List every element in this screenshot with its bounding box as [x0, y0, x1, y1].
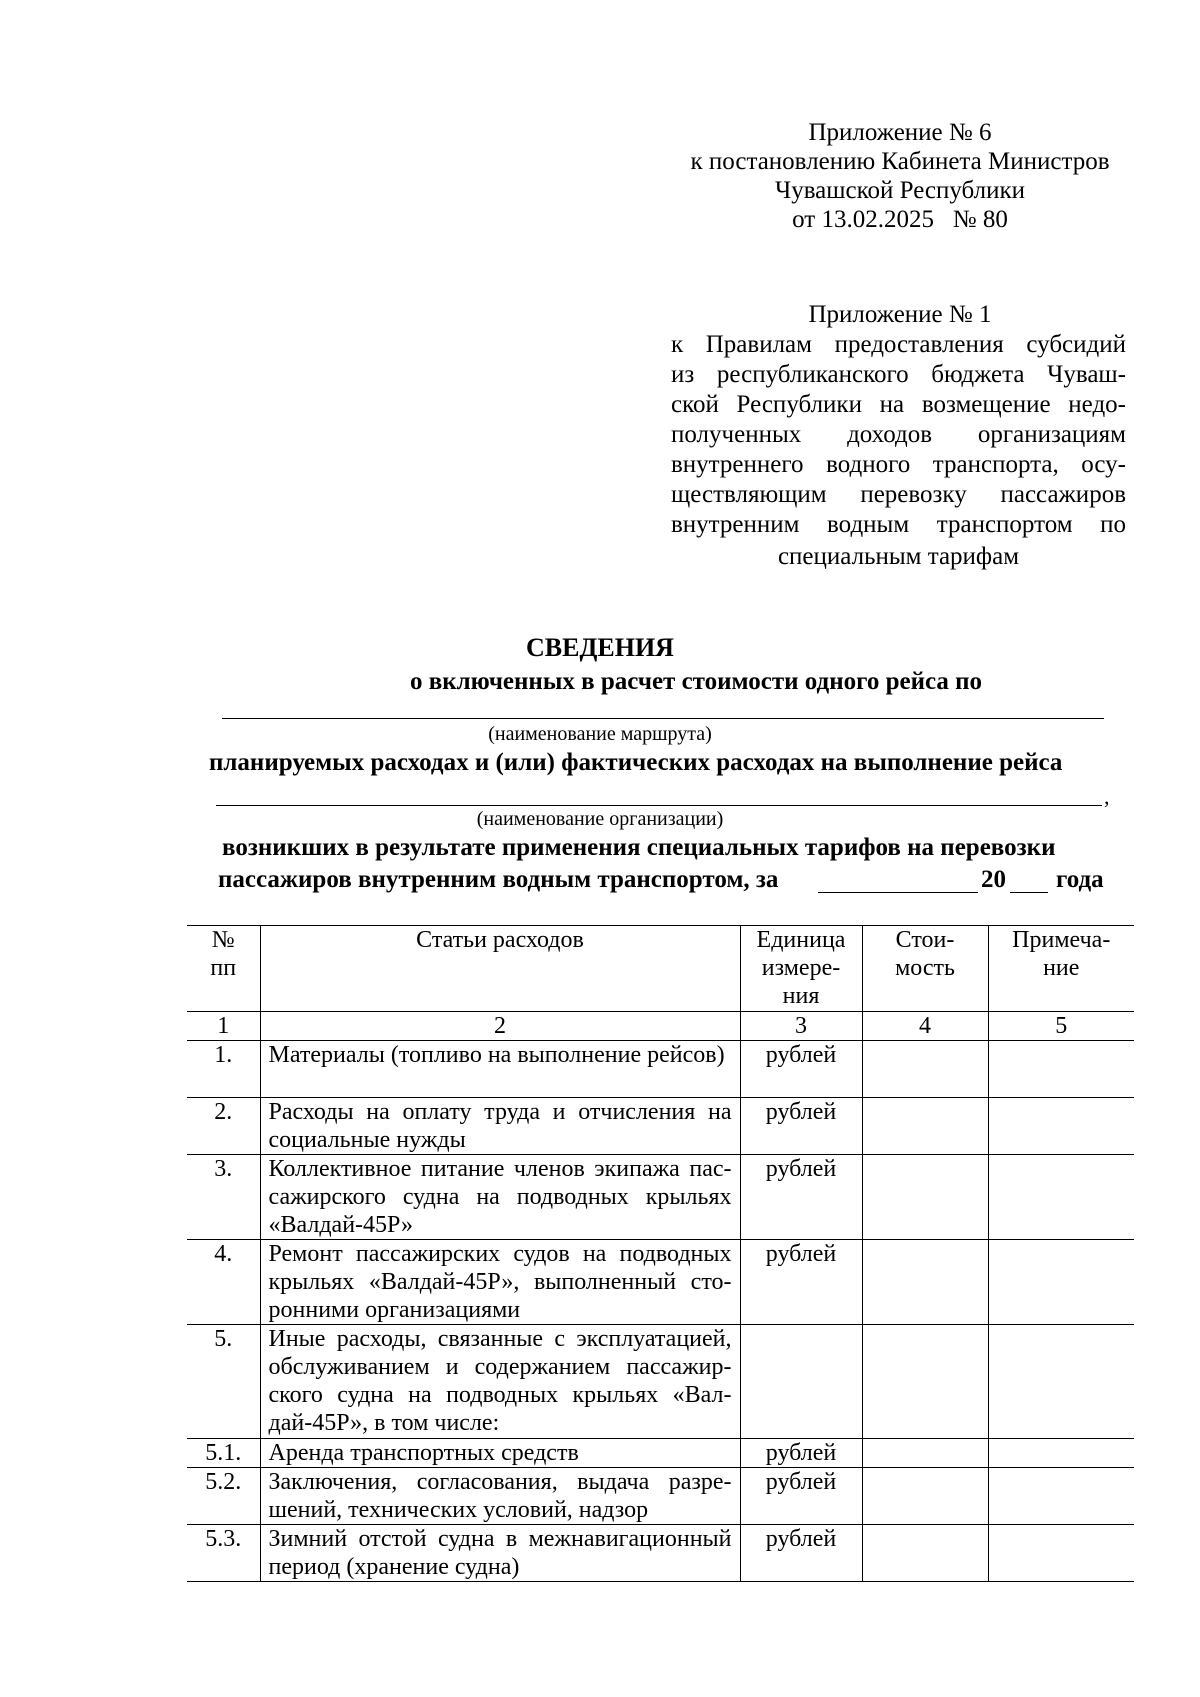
row-unit: рублей	[740, 1240, 862, 1325]
appendix-1-line: полученных доходов организациям	[671, 421, 1126, 448]
row-cost	[862, 1240, 988, 1325]
column-number: 3	[740, 1012, 862, 1041]
row-unit: рублей	[740, 1098, 862, 1155]
table-row	[187, 1240, 1134, 1325]
row-note	[988, 1468, 1134, 1525]
row-unit: рублей	[740, 1155, 862, 1240]
column-number-row	[187, 1012, 1134, 1041]
appendix-1-line: из республиканского бюджета Чуваш-	[671, 361, 1126, 388]
year-word: года	[1056, 866, 1104, 893]
row-note	[988, 1240, 1134, 1325]
appendix-1-line: ской Республики на возмещение недо-	[671, 391, 1126, 418]
row-unit	[740, 1325, 862, 1439]
organization-caption: (наименование организации)	[476, 808, 724, 830]
header-cell: Статьи расходов	[260, 926, 740, 1012]
table-row	[187, 1098, 1134, 1155]
appendix-1-last-line: специальным тарифам	[777, 543, 1020, 570]
row-note	[988, 1155, 1134, 1240]
route-caption: (наименование маршрута)	[488, 723, 712, 745]
table-row	[187, 1155, 1134, 1240]
row-item: Расходы на оплату труда и отчисления на социальные нужды	[260, 1098, 740, 1155]
row-number: 5.1.	[187, 1439, 260, 1468]
appendix-1-line: к Правилам предоставления субсидий	[671, 331, 1126, 358]
year-blank-line	[1010, 892, 1048, 893]
row-item: Заключения, согласования, выдача разрешений, технических условий, надзор	[260, 1468, 740, 1525]
appendix-6-line2: к постановлению Кабинета Министров	[690, 148, 1110, 175]
column-number: 4	[862, 1012, 988, 1041]
appendix-6-block	[660, 118, 1140, 234]
comma-mark: ,	[1104, 784, 1110, 809]
appendix-1-line: внутреннего водного транспорта, осу-	[671, 451, 1126, 478]
row-item: Зимний отстой судна в межнавигационный период (хранение судна)	[260, 1525, 740, 1582]
header-cell: № пп	[187, 926, 260, 1012]
row-cost	[862, 1439, 988, 1468]
row-item: Ремонт пассажирских судов на подводных крыльях «Валдай-45Р», выполненный сторонними организациями	[260, 1240, 740, 1325]
row-number: 1.	[187, 1041, 260, 1098]
row-number: 3.	[187, 1155, 260, 1240]
expenses-table	[187, 925, 1134, 1582]
row-number: 5.3.	[187, 1525, 260, 1582]
header-cell: Единица измерения	[740, 926, 862, 1012]
row-note	[988, 1439, 1134, 1468]
row-cost	[862, 1525, 988, 1582]
row-number: 4.	[187, 1240, 260, 1325]
row-unit: рублей	[740, 1525, 862, 1582]
row-cost	[862, 1468, 988, 1525]
row-unit: рублей	[740, 1439, 862, 1468]
table-row	[187, 1468, 1134, 1525]
row-cost	[862, 1098, 988, 1155]
heading-line-3: возникших в результате применения специальных тарифов на перевозки	[222, 834, 1056, 861]
appendix-1-line: внутренним водным транспортом по	[671, 511, 1126, 538]
row-cost	[862, 1155, 988, 1240]
appendix-6-date: от 13.02.2025 № 80	[792, 206, 1008, 233]
header-cell: Примечание	[988, 926, 1134, 1012]
route-name-line	[222, 718, 1104, 719]
row-note	[988, 1041, 1134, 1098]
row-note	[988, 1325, 1134, 1439]
row-number: 5.	[187, 1325, 260, 1439]
table-row	[187, 1325, 1134, 1439]
header-cell: Стоимость	[862, 926, 988, 1012]
appendix-1-body	[671, 330, 1126, 540]
appendix-6-line3: Чувашской Республики	[774, 177, 1026, 204]
heading-line-1: о включенных в расчет стоимости одного рейса по	[410, 668, 983, 695]
row-number: 5.2.	[187, 1468, 260, 1525]
row-unit: рублей	[740, 1468, 862, 1525]
heading-line-4-text: пассажиров внутренним водным транспортом, за	[218, 866, 779, 893]
organization-name-line	[216, 805, 1102, 806]
row-number: 2.	[187, 1098, 260, 1155]
row-note	[988, 1098, 1134, 1155]
heading-line-4	[218, 866, 778, 894]
table-row	[187, 1439, 1134, 1468]
table-row	[187, 1041, 1134, 1098]
column-number: 2	[260, 1012, 740, 1041]
heading-line-2: планируемых расходах и (или) фактических расходах на выполнение рейса	[209, 749, 1063, 776]
appendix-1-title: Приложение № 1	[808, 301, 992, 328]
table-row	[187, 1525, 1134, 1582]
year-prefix: 20	[981, 866, 1006, 893]
row-item: Материалы (топливо на выполнение рейсов)	[260, 1041, 740, 1098]
appendix-1-line: ществляющим перевозку пассажиров	[671, 481, 1126, 508]
row-item: Иные расходы, связанные с эксплуатацией, обслуживанием и содержанием пассажирского судна на подводных крыльях «Валдай-45Р», в том числе:	[260, 1325, 740, 1439]
document-title: СВЕДЕНИЯ	[526, 633, 674, 662]
period-blank-line	[818, 892, 978, 893]
row-item: Коллективное питание членов экипажа пассажирского судна на подводных крыльях «Валдай-45Р»	[260, 1155, 740, 1240]
table-header-row	[187, 926, 1134, 1012]
row-cost	[862, 1041, 988, 1098]
appendix-6-title: Приложение № 6	[808, 119, 992, 146]
row-note	[988, 1525, 1134, 1582]
row-unit: рублей	[740, 1041, 862, 1098]
row-cost	[862, 1325, 988, 1439]
column-number: 1	[187, 1012, 260, 1041]
row-item: Аренда транспортных средств	[260, 1439, 740, 1468]
column-number: 5	[988, 1012, 1134, 1041]
